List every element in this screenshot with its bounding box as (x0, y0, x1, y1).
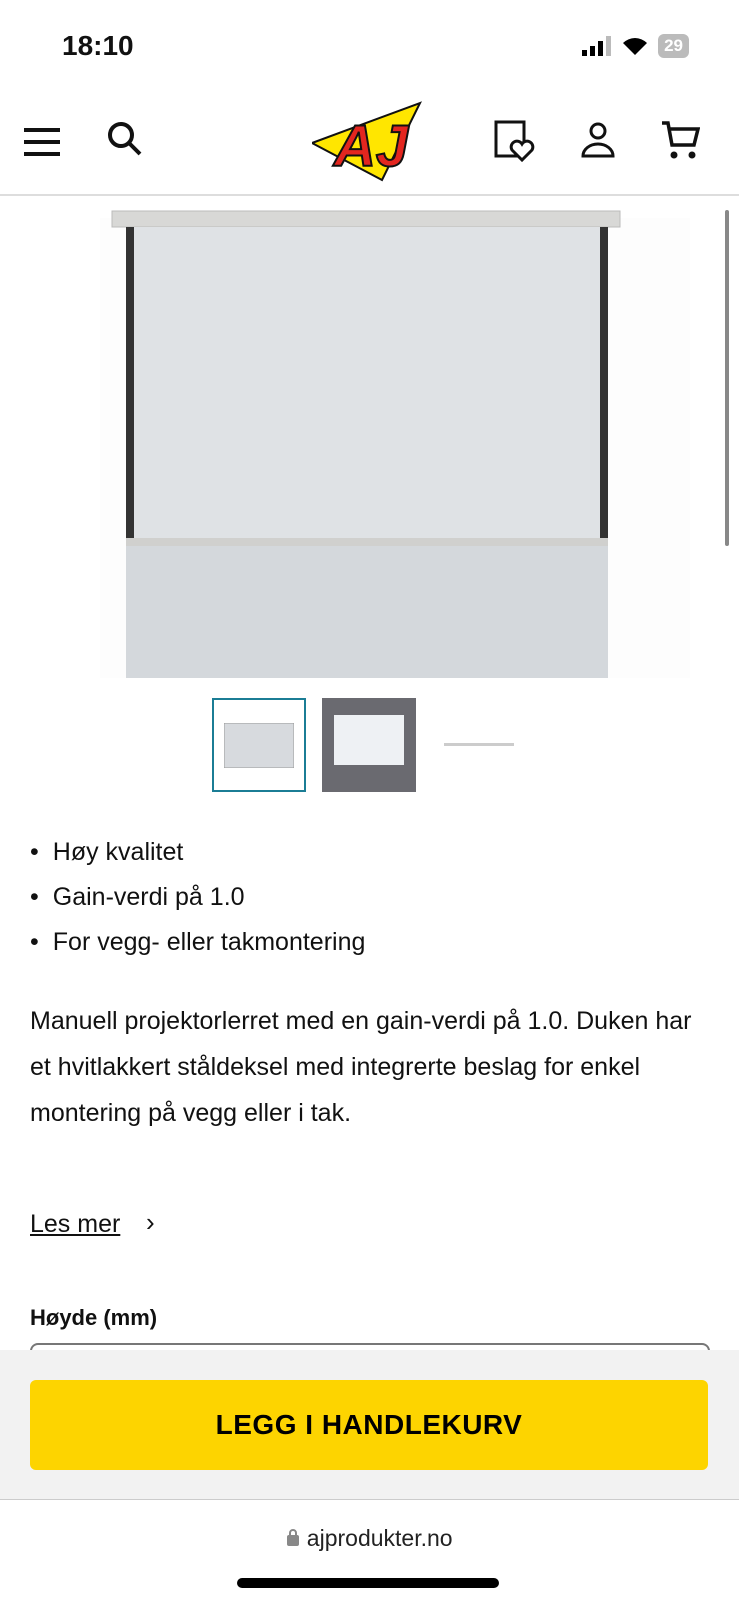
site-header (0, 90, 739, 196)
lock-icon (286, 1528, 300, 1546)
thumbnail-2[interactable] (322, 698, 416, 792)
status-bar (0, 0, 739, 90)
wishlist-icon[interactable] (494, 120, 538, 162)
read-more-link[interactable]: Les mer (30, 1210, 121, 1238)
home-indicator[interactable] (237, 1578, 499, 1588)
feature-item: • For vegg- eller takmontering (30, 920, 365, 965)
image-thumbnails (212, 698, 526, 792)
svg-text:AJ: AJ (334, 114, 409, 179)
wifi-icon (622, 36, 648, 56)
url-text: ajprodukter.no (306, 1525, 453, 1551)
product-description: Manuell projektorlerret med en gain-verdi på 1.0. Duken har et hvitlakkert ståldeksel med integrerte beslag for enkel montering på vegg eller i tak. (30, 1007, 692, 1127)
feature-list (30, 830, 365, 965)
thumbnail-3[interactable] (432, 698, 526, 792)
search-icon[interactable] (106, 120, 146, 160)
feature-item: • Høy kvalitet (30, 830, 365, 875)
menu-icon[interactable] (24, 128, 60, 156)
aj-logo[interactable] (312, 98, 422, 188)
height-label: Høyde (mm) (30, 1305, 158, 1330)
address-bar[interactable] (0, 1525, 739, 1552)
chevron-right-icon[interactable]: › (146, 1207, 155, 1237)
account-icon[interactable] (580, 120, 616, 160)
clock: 18:10 (62, 30, 134, 61)
signal-icon (582, 36, 612, 56)
feature-item: • Gain-verdi på 1.0 (30, 875, 365, 920)
cart-icon[interactable] (660, 120, 700, 162)
add-to-cart-button[interactable]: LEGG I HANDLEKURV (30, 1380, 708, 1470)
battery-icon: 29 (658, 34, 689, 58)
product-image[interactable] (0, 198, 739, 678)
thumbnail-1[interactable] (212, 698, 306, 792)
scrollbar[interactable] (725, 210, 729, 546)
